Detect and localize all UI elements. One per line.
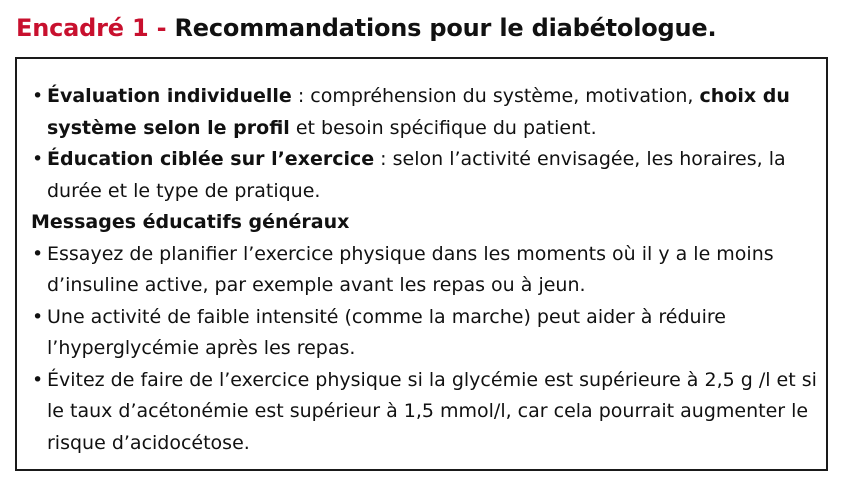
item-text: et besoin spécifique du patient. (289, 116, 597, 139)
box-content (31, 81, 821, 459)
list-item (31, 81, 821, 144)
item-text: : compréhension du système, motivation, (291, 85, 700, 107)
item-text: : selon l’activité envisagée, les horaires, la durée et le type de pratique. (47, 148, 786, 202)
item-bold-text: Évaluation individuelle (47, 85, 292, 107)
bullet-marker: • (32, 85, 44, 107)
list-item (31, 144, 821, 207)
bullet-marker: • (32, 242, 44, 265)
list-item (31, 302, 821, 365)
item-text: Essayez de planifier l’exercice physique dans les moments où il y a le moins d’insuline active, par exemple avant les repas ou à jeun. (47, 242, 774, 296)
section-subheading: Messages éducatifs généraux (31, 211, 350, 233)
item-text: Évitez de faire de l’exercice physique si la glycémie est supérieure à 2,5 g /l et si le taux d’acétonémie est supérieur à 1,5 mmol/l, car cela pourrait augmenter le risque d’acidocétose. (47, 368, 817, 454)
bullet-marker: • (32, 368, 44, 391)
list-item (31, 239, 821, 302)
box-title (16, 14, 716, 42)
bullet-marker: • (32, 148, 44, 170)
item-text: Une activité de faible intensité (comme la marche) peut aider à réduire l’hyperglycémie après les repas. (47, 305, 726, 359)
box-title-prefix: Encadré 1 - (16, 14, 175, 42)
item-bold-text: choix du système selon le profil (47, 85, 790, 139)
list-item (31, 365, 821, 460)
bullet-marker: • (32, 305, 44, 328)
box-title-text: Recommandations pour le diabétologue. (174, 14, 717, 42)
recommendations-box (15, 57, 828, 471)
item-bold-text: Éducation ciblée sur l’exercice (47, 148, 375, 170)
